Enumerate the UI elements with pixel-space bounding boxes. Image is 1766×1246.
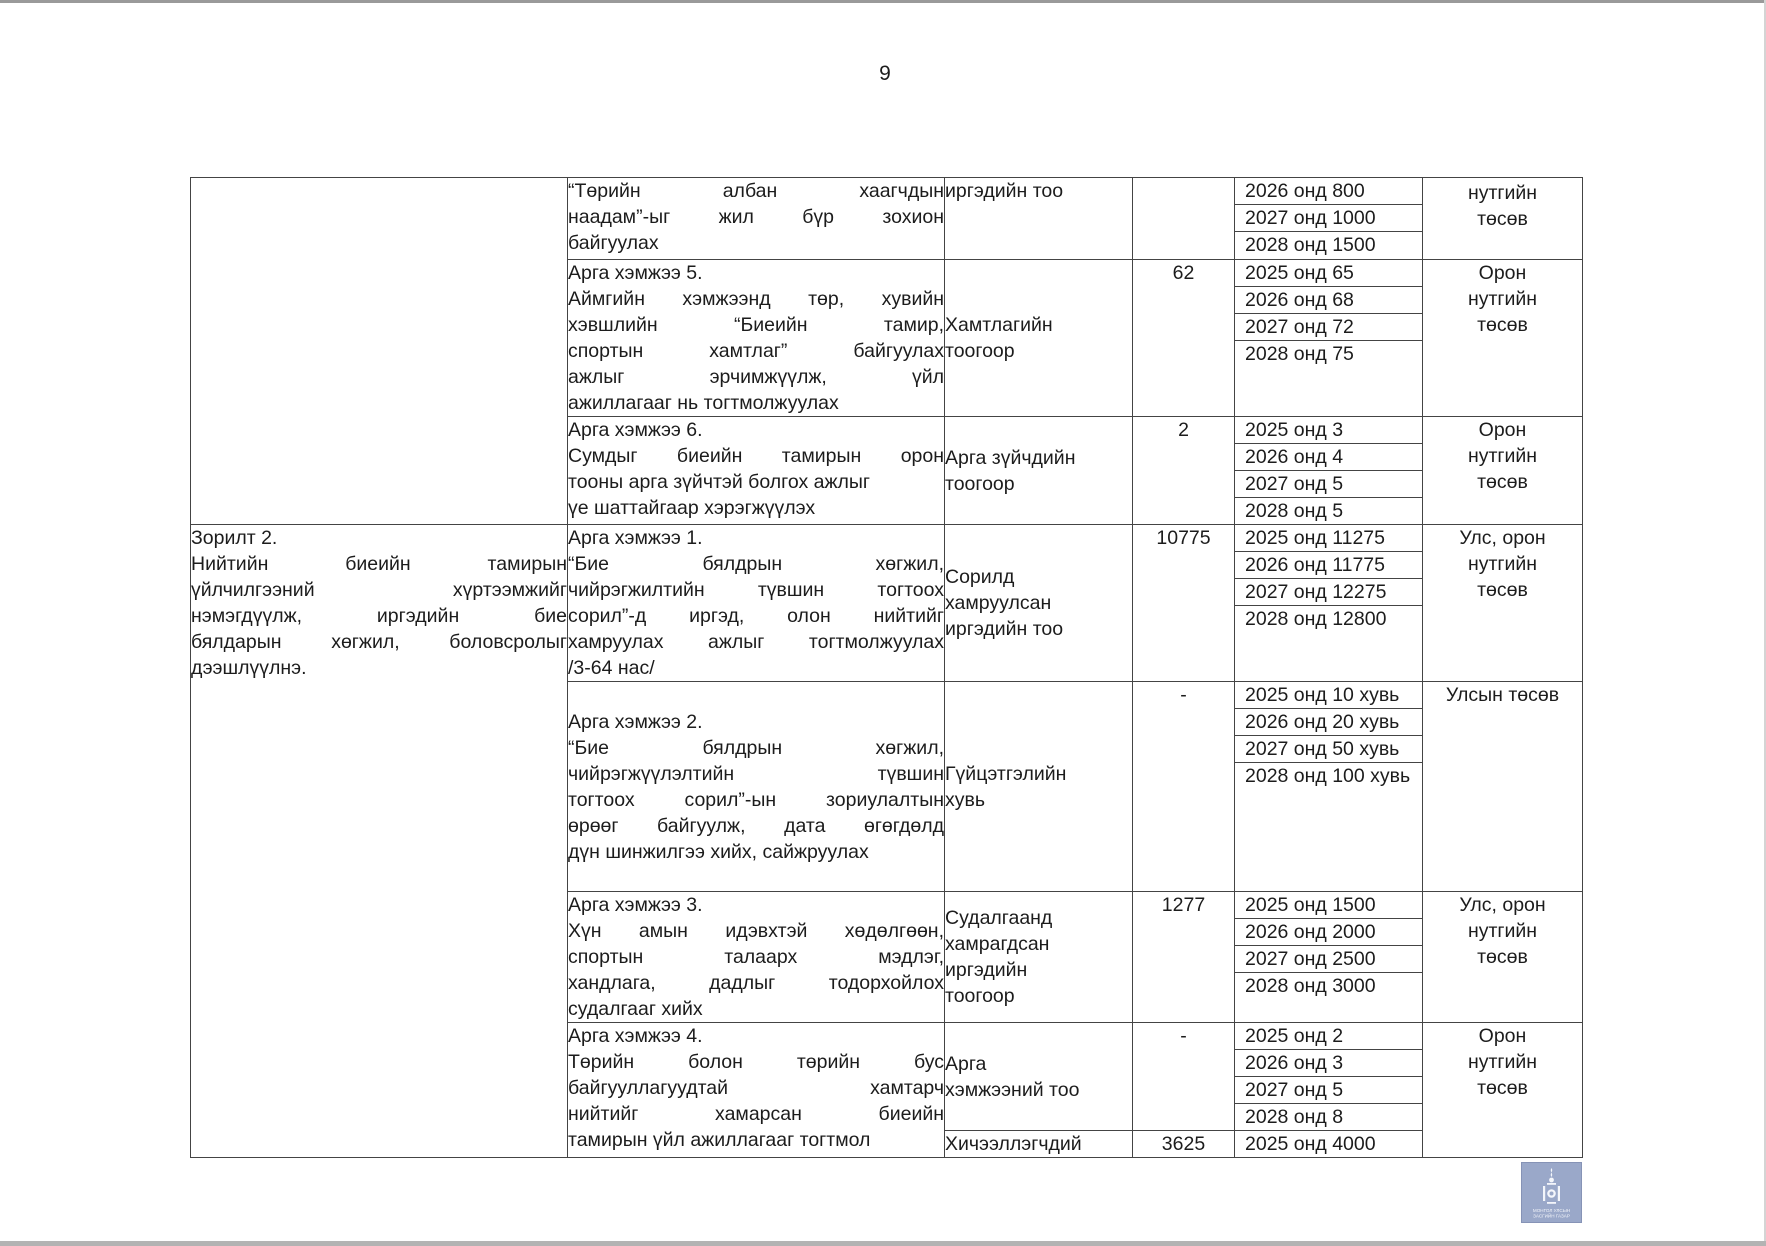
targets-cell: [1235, 260, 1423, 417]
indicator-cell: Судалгаанд хамрагдсан иргэдийн тоогоор: [945, 892, 1133, 1023]
indicator-cell: Арга зүйчдийн тоогоор: [945, 417, 1133, 525]
government-emblem: [1521, 1162, 1582, 1223]
targets-cell: [1235, 682, 1423, 892]
target-value: 2028 онд 1500: [1235, 231, 1422, 258]
target-value: 2027 онд 12275: [1235, 578, 1422, 605]
target-value: 2025 онд 2: [1245, 1025, 1344, 1047]
indicator-cell: Арга хэмжээний тоо: [945, 1023, 1133, 1131]
targets-cell: [1235, 417, 1423, 525]
action-cell: Арга хэмжээ 5. Аймгийн хэмжээнд төр, хувийн хэвшлийн “Биеийн тамир, спортын хамтлаг” байгуулах ажлыг эрчимжүүлж, үйл ажиллагааг нь тогтмолжуулах: [568, 260, 945, 417]
page-edge: [0, 1241, 1766, 1246]
targets-cell: [1235, 178, 1423, 260]
target-value: 2027 онд 72: [1235, 313, 1422, 340]
indicator-cell: Хамтлагийн тоогоор: [945, 260, 1133, 417]
targets-cell: [1235, 525, 1423, 682]
funding-cell: Улс, орон нутгийн төсөв: [1423, 525, 1583, 682]
baseline-cell: -: [1133, 682, 1235, 892]
target-value: 2028 онд 5: [1235, 497, 1422, 524]
page-number: 9: [879, 62, 891, 85]
indicator-cell: Хичээллэгчдий: [945, 1131, 1133, 1158]
table-row: [191, 178, 1583, 260]
indicator-cell: Гүйцэтгэлийн хувь: [945, 682, 1133, 892]
baseline-cell: -: [1133, 1023, 1235, 1131]
funding-cell: Улс, орон нутгийн төсөв: [1423, 892, 1583, 1023]
baseline-cell: 3625: [1133, 1131, 1235, 1158]
target-value: 2026 онд 68: [1235, 286, 1422, 313]
baseline-cell: 62: [1133, 260, 1235, 417]
target-value: 2025 онд 65: [1245, 262, 1354, 284]
target-value: 2027 онд 2500: [1235, 945, 1422, 972]
target-value: 2028 онд 75: [1235, 340, 1422, 367]
target-value: 2027 онд 50 хувь: [1235, 735, 1422, 762]
target-value: 2026 онд 20 хувь: [1235, 708, 1422, 735]
target-value: 2026 онд 11775: [1235, 551, 1422, 578]
targets-cell: [1235, 1131, 1423, 1158]
action-plan-table: [190, 177, 1583, 1158]
action-cell: Арга хэмжээ 2. “Бие бялдрын хөгжил, чийрэгжүүлэлтийн түвшин тогтоох сорил”-ын зориулалтын өрөөг байгуулж, дата өгөгдөлд дүн шинжилгээ хийх, сайжруулах: [568, 682, 945, 892]
funding-cell: Улсын төсөв: [1423, 682, 1583, 892]
action-cell: Арга хэмжээ 3. Хүн амын идэвхтэй хөдөлгөөн, спортын талаарх мэдлэг, хандлага, дадлыг тодорхойлох судалгааг хийх: [568, 892, 945, 1023]
page-edge: [0, 0, 1766, 3]
targets-cell: [1235, 1023, 1423, 1131]
target-value: 2027 онд 1000: [1235, 204, 1422, 231]
funding-cell: Орон нутгийн төсөв: [1423, 260, 1583, 417]
target-value: 2025 онд 3: [1245, 419, 1344, 441]
soyombo-icon: [1522, 1163, 1581, 1222]
baseline-cell: [1133, 178, 1235, 260]
targets-cell: [1235, 892, 1423, 1023]
action-cell: Арга хэмжээ 1. “Бие бялдрын хөгжил, чийрэгжилтийн түвшин тогтоох сорил”-д иргэд, олон нийтийг хамруулах ажлыг тогтмолжуулах /3-64 нас/: [568, 525, 945, 682]
table-row: [191, 525, 1583, 682]
funding-cell: нутгийн төсөв: [1423, 178, 1583, 260]
action-cell: “Төрийн албан хаагчдын наадам”-ыг жил бүр зохион байгуулах: [568, 178, 945, 260]
target-value: 2028 онд 8: [1235, 1103, 1422, 1130]
target-value: 2026 онд 2000: [1235, 918, 1422, 945]
target-value: 2026 онд 800: [1245, 180, 1365, 202]
objective-cell: Зорилт 2. Нийтийн биеийн тамирын үйлчилгээний хүртээмжийг нэмэгдүүлж, иргэдийн бие бялдарын хөгжил, боловсролыг дээшлүүлнэ.: [191, 525, 568, 1158]
action-cell: Арга хэмжээ 6. Сумдыг биеийн тамирын орон тооны арга зүйчтэй болгох ажлыг үе шаттайгаар хэрэгжүүлэх: [568, 417, 945, 525]
target-value: 2028 онд 100 хувь: [1235, 762, 1422, 789]
emblem-caption: ЗАСГИЙН ГАЗАР: [1533, 1213, 1570, 1219]
baseline-cell: 10775: [1133, 525, 1235, 682]
target-value: 2025 онд 10 хувь: [1245, 684, 1400, 706]
target-value: 2028 онд 3000: [1235, 972, 1422, 999]
target-value: 2026 онд 3: [1235, 1049, 1422, 1076]
baseline-cell: 2: [1133, 417, 1235, 525]
funding-cell: Орон нутгийн төсөв: [1423, 1023, 1583, 1158]
emblem-caption: МОНГОЛ УЛСЫН: [1532, 1208, 1571, 1213]
baseline-cell: 1277: [1133, 892, 1235, 1023]
target-value: 2027 онд 5: [1235, 1076, 1422, 1103]
target-value: 2025 онд 4000: [1245, 1133, 1376, 1155]
indicator-cell: иргэдийн тоо: [945, 178, 1133, 260]
target-value: 2027 онд 5: [1235, 470, 1422, 497]
target-value: 2026 онд 4: [1235, 443, 1422, 470]
objective-cell-empty: [191, 178, 568, 525]
funding-cell: Орон нутгийн төсөв: [1423, 417, 1583, 525]
indicator-cell: Сорилд хамруулсан иргэдийн тоо: [945, 525, 1133, 682]
action-cell: Арга хэмжээ 4. Төрийн болон төрийн бус байгууллагуудтай хамтарч нийтийг хамарсан биеийн тамирын үйл ажиллагааг тогтмол: [568, 1023, 945, 1158]
target-value: 2025 онд 11275: [1245, 527, 1385, 549]
target-value: 2028 онд 12800: [1235, 605, 1422, 632]
target-value: 2025 онд 1500: [1245, 894, 1376, 916]
